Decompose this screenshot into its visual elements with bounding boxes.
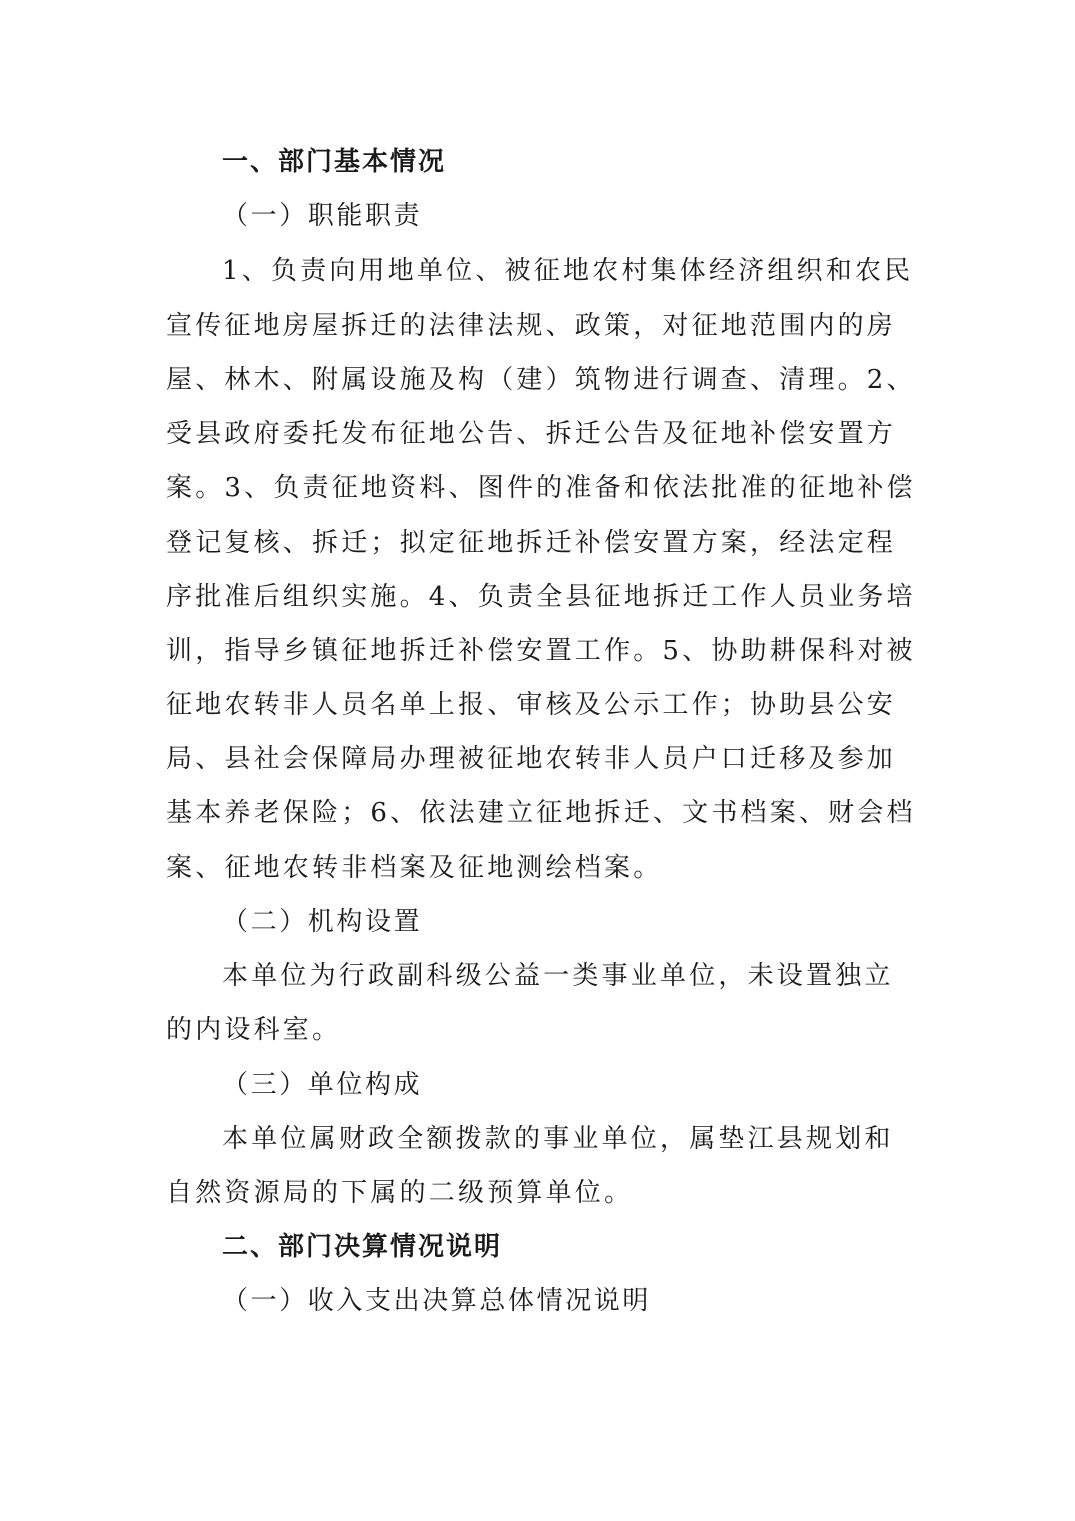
section-heading-final-accounts: 二、部门决算情况说明 [222,1232,503,1262]
paragraph-line: 案。3、负责征地资料、图件的准备和依法批准的征地补偿 [166,473,916,503]
section-heading-basic-info: 一、部门基本情况 [222,147,447,177]
paragraph-line: 受县政府委托发布征地公告、拆迁公告及征地补偿安置方 [166,419,897,449]
paragraph-line: 训，指导乡镇征地拆迁补偿安置工作。5、协助耕保科对被 [166,636,916,666]
paragraph-line: 本单位属财政全额拨款的事业单位，属垫江县规划和 [222,1124,894,1154]
paragraph-line: 局、县社会保障局办理被征地农转非人员户口迁移及参加 [166,744,897,774]
subheading-unit-composition: （三）单位构成 [222,1070,423,1100]
paragraph-line: 的内设科室。 [166,1015,342,1045]
subheading-organization: （二）机构设置 [222,907,423,937]
paragraph-line: 本单位为行政副科级公益一类事业单位，未设置独立 [222,961,894,991]
subheading-functions: （一）职能职责 [222,201,423,231]
paragraph-line: 自然资源局的下属的二级预算单位。 [166,1178,634,1208]
subheading-income-expenditure: （一）收入支出决算总体情况说明 [222,1286,652,1316]
paragraph-line: 征地农转非人员名单上报、审核及公示工作；协助县公安 [166,690,897,720]
paragraph-line: 屋、林木、附属设施及构（建）筑物进行调查、清理。2、 [166,365,916,395]
paragraph-line: 宣传征地房屋拆迁的法律法规、政策，对征地范围内的房 [166,311,897,341]
paragraph-line: 1、负责向用地单位、被征地农村集体经济组织和农民 [222,256,914,286]
paragraph-line: 案、征地农转非档案及征地测绘档案。 [166,853,663,883]
paragraph-line: 基本养老保险；6、依法建立征地拆迁、文书档案、财会档 [166,798,916,828]
paragraph-line: 登记复核、拆迁；拟定征地拆迁补偿安置方案，经法定程 [166,528,897,558]
paragraph-line: 序批准后组织实施。4、负责全县征地拆迁工作人员业务培 [166,582,916,612]
